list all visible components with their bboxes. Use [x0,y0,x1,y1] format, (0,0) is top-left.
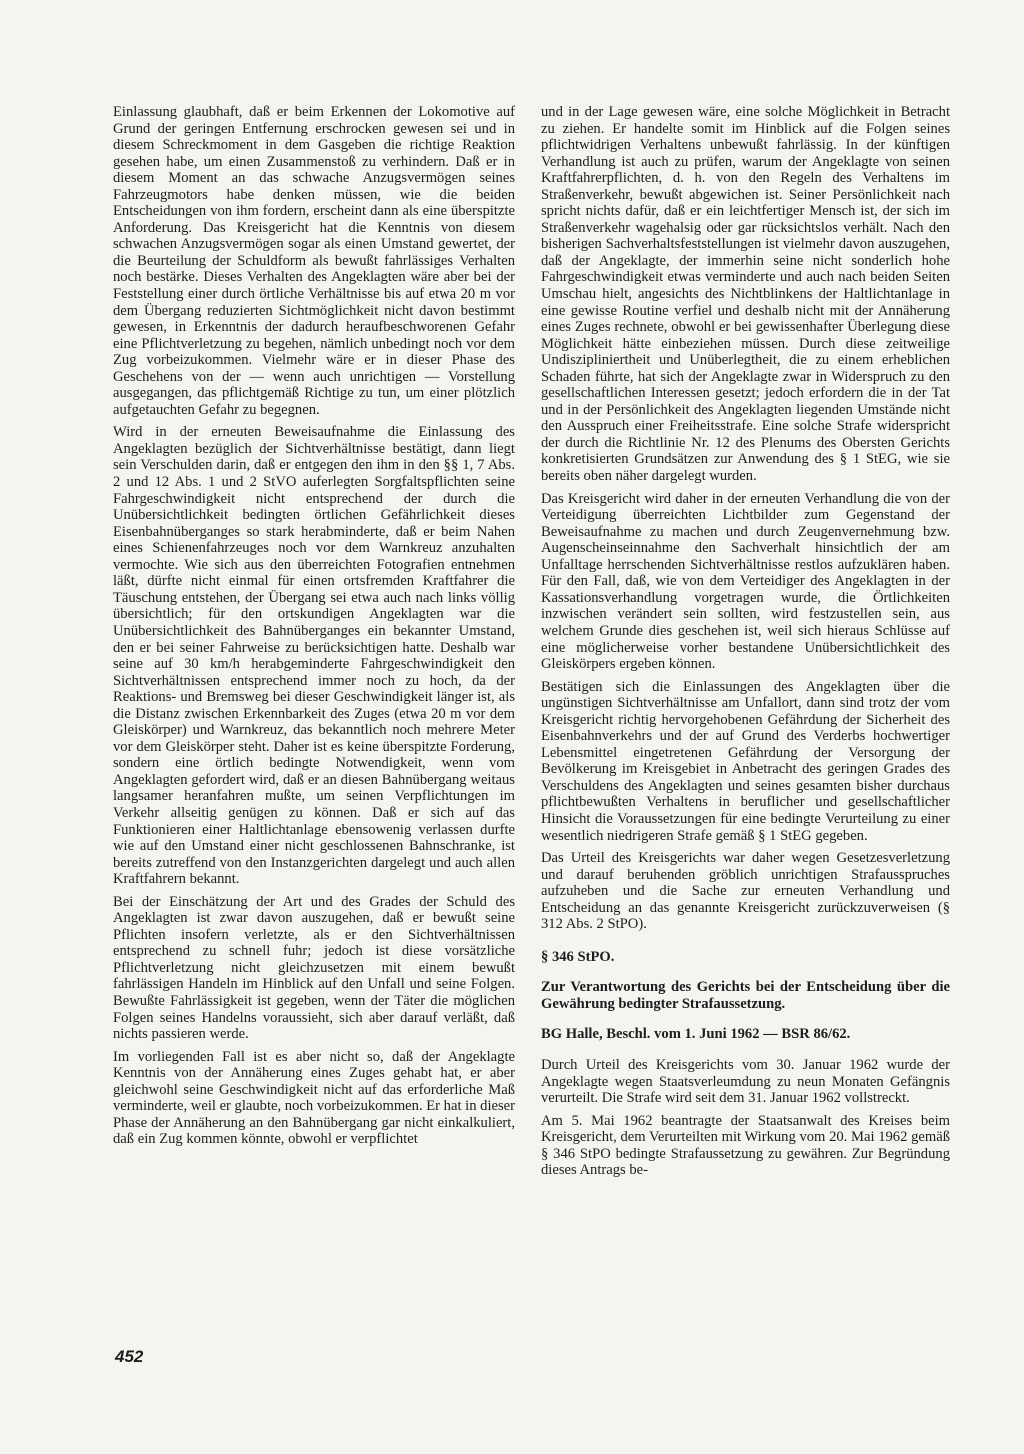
right-paragraph-1: und in der Lage gewesen wäre, eine solche Möglichkeit in Betracht zu ziehen. Er handelte somit im Hinblick auf die Folgen seines pflichtwidrigen Verhaltens unbewußt fahrlässig. In der künftigen Verhandlung ist auch zu prüfen, warum der Angeklagte von seinen Kraftfahrerpflichten, d. h. von den Regeln des Verhaltens im Straßenverkehr, bewußt abgewichen ist. Seiner Persönlichkeit nach spricht nichts dafür, daß er ein leichtfertiger Mensch ist, der sich im Straßenverkehr wagehalsig oder gar rücksichtslos verhält. Nach den bisherigen Sachverhaltsfeststellungen ist vielmehr davon auszugehen, daß der Angeklagte, der immerhin seine nicht sonderlich hohe Fahrgeschwindigkeit etwas verminderte und auch nach beiden Seiten Umschau hielt, angesichts des Nichtblinkens der Haltlichtanlage in eine gewisse Routine verfiel und deshalb nicht mit der Annäherung eines Zuges rechnete, obwohl er bei gewissenhafter Überlegung diese Möglichkeit hätte einbeziehen müssen. Durch diese zeitweilige Undiszipliniertheit und Unüberlegtheit, die zu einem erheblichen Schaden führte, hat sich der Angeklagte zwar in Widerspruch zu den gesellschaftlichen Interessen gesetzt; jedoch erfordern die in der Tat und in der Persönlichkeit des Angeklagten liegenden Umstände nicht den Ausspruch einer Freiheitsstrafe. Eine solche Strafe widerspricht der durch die Richtlinie Nr. 12 des Plenums des Obersten Gerichts konkretisierten Grundsätzen zur Anwendung des § 1 StEG, wie sie bereits oben näher dargelegt wurden. [541,104,950,485]
case-title: Zur Verantwortung des Gerichts bei der Entscheidung über die Gewährung bedingter Strafaussetzung. [541,979,950,1012]
right-paragraph-5: Durch Urteil des Kreisgerichts vom 30. Januar 1962 wurde der Angeklagte wegen Staatsverleumdung zu neun Monaten Gefängnis verurteilt. Die Strafe wird seit dem 31. Januar 1962 vollstreckt. [541,1056,950,1107]
left-column [113,104,515,1154]
right-paragraph-4: Das Urteil des Kreisgerichts war daher wegen Gesetzesverletzung und darauf beruhenden gröblich unrichtigen Strafausspruches aufzuheben und die Sache zur erneuten Verhandlung und Entscheidung an das genannte Kreisgericht zurückzuverweisen (§ 312 Abs. 2 StPO). [541,850,950,933]
section-heading: § 346 StPO. [541,948,615,965]
right-paragraph-2: Das Kreisgericht wird daher in der erneuten Verhandlung die von der Verteidigung überreichten Lichtbilder zum Gegenstand der Beweisaufnahme zu machen und durch Zeugenvernehmung bzw. Augenscheinseinnahme den Sachverhalt hinsichtlich der am Unfalltage herrschenden Sichtverhältnisse restlos aufzuklären haben. Für den Fall, daß, wie von dem Verteidiger des Angeklagten in der Kassationsverhandlung vorgetragen wurde, die Örtlichkeiten inzwischen verändert sein sollten, wird festzustellen sein, aus welchem Grunde dies geschehen ist, weil sich hieraus Schlüsse auf eine möglicherweise vorher bestandene Unübersichtlichkeit des Gleiskörpers ergeben können. [541,490,950,673]
right-paragraph-3: Bestätigen sich die Einlassungen des Angeklagten über die ungünstigen Sichtverhältnisse am Unfallort, dann sind trotz der vom Kreisgericht richtig hervorgehobenen Gefährdung der Sicherheit des Eisenbahnverkehrs und der auf Grund des Verderbs hochwertiger Lebensmittel eingetretenen Gefährdung der Versorgung der Bevölkerung im Kreisgebiet in Anbetracht des geringen Grades des Verschuldens des Angeklagten und seines gesamten bisher durchaus pflichtbewußten Verhaltens in beruflicher und gesellschaftlicher Hinsicht die Voraussetzungen für eine bedingte Verurteilung zu einer wesentlich niedrigeren Strafe gemäß § 1 StEG gegeben. [541,678,950,844]
left-paragraph-3: Bei der Einschätzung der Art und des Grades der Schuld des Angeklagten ist zwar davon auszugehen, daß er bewußt seine Pflichten insofern verletzte, als er den Sichtverhältnissen entsprechend zu schnell fuhr; jedoch ist diese vorsätzliche Pflichtverletzung nicht gleichzusetzen mit einem bewußt fahrlässigen Handeln im Hinblick auf den Unfall und seine Folgen. Bewußte Fahrlässigkeit ist gegeben, wenn der Täter die möglichen Folgen seines Handelns voraussieht, sich aber darauf verläßt, daß nichts passieren werde. [113,893,515,1043]
page-number: 452 [115,1347,144,1366]
left-paragraph-1: Einlassung glaubhaft, daß er beim Erkennen der Lokomotive auf Grund der geringen Entfernung erschrocken gewesen sei und in diesem Schreckmoment in dem Gasgeben die richtige Reaktion gesehen habe, um einen Zusammenstoß zu verhindern. Daß er in diesem Moment an das schwache Anzugsvermögen seines Fahrzeugmotors habe denken müssen, wie die beiden Entscheidungen von ihm fordern, erscheint dann als eine überspitzte Anforderung. Das Kreisgericht hat die Kenntnis von diesem schwachen Anzugsvermögen sogar als einen Umstand gewertet, der die Beurteilung der Schuldform als bewußt fahrlässiges Verhalten noch bestärke. Dieses Verhalten des Angeklagten wäre aber bei der Feststellung einer durch örtliche Verhältnisse bis auf etwa 20 m vor dem Übergang reduzierten Sichtmöglichkeit nicht davon bestimmt gewesen, in Erkenntnis der dadurch heraufbeschworenen Gefahr eine Pflichtverletzung zu begehen, nämlich unbedingt noch vor dem Zug vorbeizukommen. Vielmehr wäre er in dieser Phase des Geschehens von der — wenn auch unrichtigen — Vorstellung ausgegangen, das pflichtgemäß Richtige zu tun, um einer plötzlich aufgetauchten Gefahr zu begegnen. [113,104,515,418]
left-paragraph-2: Wird in der erneuten Beweisaufnahme die Einlassung des Angeklagten bezüglich der Sichtverhältnisse bestätigt, dann liegt sein Verschulden darin, daß er entgegen den ihm in den §§ 1, 7 Abs. 2 und 12 Abs. 1 und 2 StVO auferlegten Sorgfaltspflichten seine Fahrgeschwindigkeit nicht entsprechend der durch die Unübersichtlichkeit bedingten örtlichen Gefährlichkeit dieses Eisenbahnüberganges so stark herabminderte, daß er beim Nahen eines Schienenfahrzeuges noch vor dem Warnkreuz anzuhalten vermochte. Wie sich aus den überreichten Fotografien entnehmen läßt, dürfte nicht einmal für einen ortsfremden Kraftfahrer die Täuschung entstehen, der Übergang sei etwa auch nach links völlig übersichtlich; für den ortskundigen Angeklagten war die Unübersichtlichkeit des Bahnüberganges ein bekannter Umstand, den er bei seiner Fahrweise zu berücksichtigen hatte. Deshalb war seine auf 30 km/h herabgeminderte Fahrgeschwindigkeit den Sichtverhältnissen entsprechend immer noch zu hoch, da der Reaktions- und Bremsweg bei dieser Geschwindigkeit länger ist, als die Distanz zwischen Erkennbarkeit des Zuges (etwa 20 m vor dem Gleiskörper) und Warnkreuz, das bekanntlich noch mehrere Meter vor dem Gleiskörper steht. Daher ist es keine überspitzte Forderung, sondern eine örtlich bedingte Notwendigkeit, wenn vom Angeklagten gefordert wird, daß er an diesen Bahnübergang weitaus langsamer heranfahren mußte, um seinen Verpflichtungen im Verkehr allseitig genügen zu können. Daß er sich auf das Funktionieren einer Haltlichtanlage ebensowenig verlassen durfte wie auf den Umstand einer nicht geschlossenen Bahnschranke, ist bereits zutreffend von den Instanzgerichten dargelegt und auch allen Kraftfahrern bekannt. [113,424,515,888]
right-column [541,104,950,1185]
right-paragraph-6: Am 5. Mai 1962 beantragte der Staatsanwalt des Kreises beim Kreisgericht, dem Verurteilten mit Wirkung vom 20. Mai 1962 gemäß § 346 StPO bedingte Strafaussetzung zu gewähren. Zur Begründung dieses Antrags be- [541,1112,950,1179]
section-gap [541,939,950,949]
case-citation: BG Halle, Beschl. vom 1. Juni 1962 — BSR 86/62. [541,1026,851,1043]
left-paragraph-4: Im vorliegenden Fall ist es aber nicht so, daß der Angeklagte Kenntnis von der Annäherung eines Zuges gehabt hat, er aber gleichwohl seine Geschwindigkeit nicht auf das erforderliche Maß verminderte, weil er glaubte, noch vorbeizukommen. Er hat in dieser Phase der Annäherung an den Bahnübergang gar nicht einkalkuliert, daß ein Zug kommen könnte, obwohl er verpflichtet [113,1048,515,1148]
